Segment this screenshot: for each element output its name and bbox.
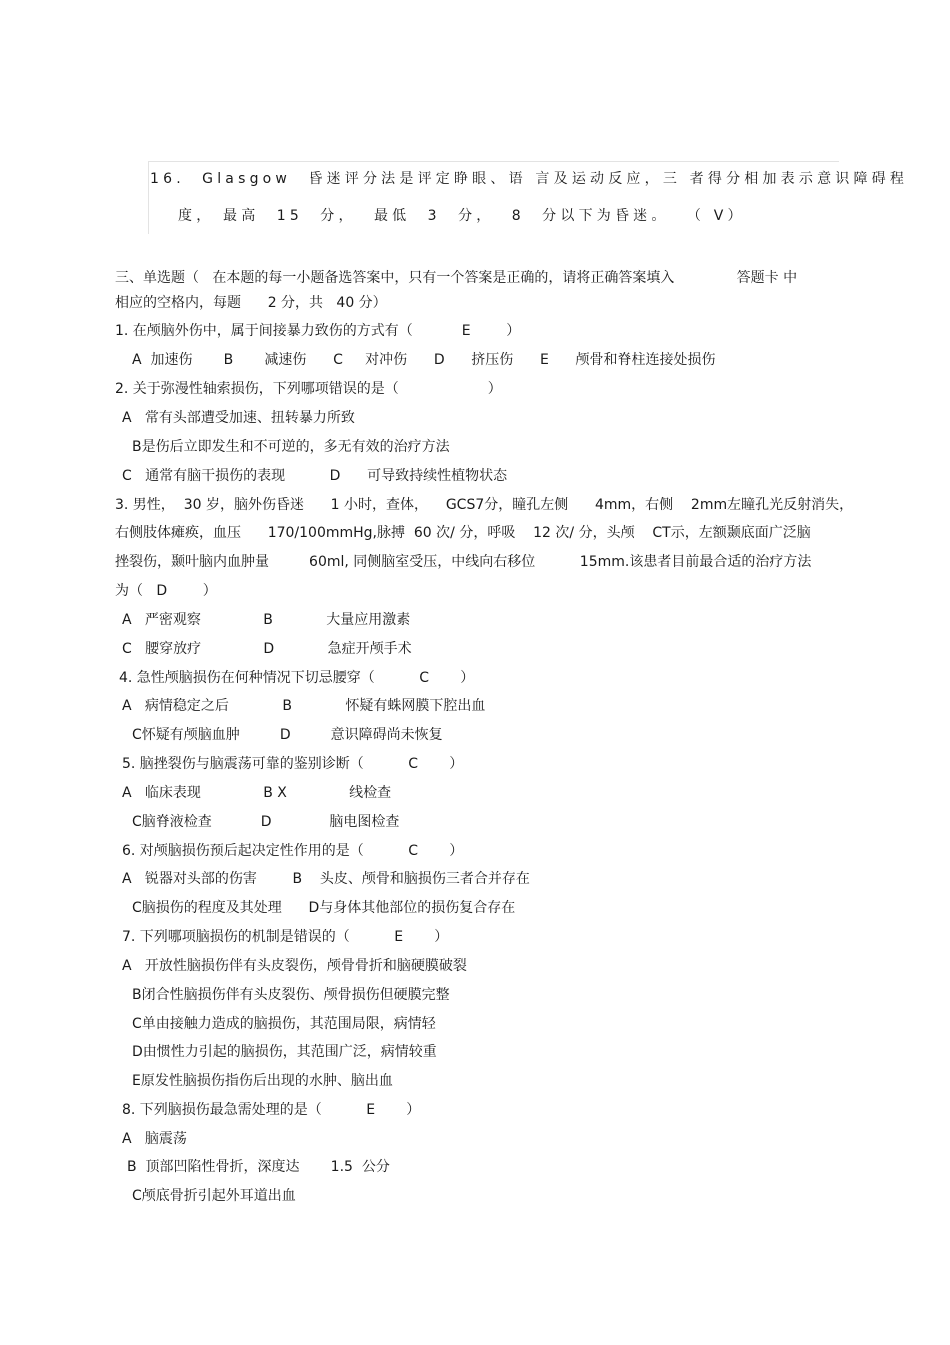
q16-line2: 度， 最高 15 分， 最低 3 分， 8 分以下为昏迷。 （ V） (178, 208, 746, 224)
q2-option-b: B是伤后立即发生和不可逆的，多无有效的治疗方法 (132, 439, 450, 455)
q16-line1: 16. Glasgow 昏迷评分法是评定睁眼、语 言及运动反应，三 者得分相加表示意识障碍程 (150, 171, 909, 187)
q1-options: A 加速伤 B 减速伤 C 对冲伤 D 挤压伤 E 颅骨和脊柱连接处损伤 (132, 352, 716, 368)
q5-option-ab: A 临床表现 B X 线检查 (122, 785, 392, 801)
q3-option-ab: A 严密观察 B 大量应用激素 (122, 612, 411, 628)
q1-stem: 1. 在颅脑外伤中，属于间接暴力致伤的方式有（ E ） (115, 323, 521, 339)
q3-line2: 右侧肢体瘫痪，血压 170/100mmHg,脉搏 60 次/ 分，呼吸 12 次/ 分，头颅 CT示，左额颞底面广泛脑 (115, 525, 811, 541)
q8-stem: 8. 下列脑损伤最急需处理的是（ E ） (122, 1102, 421, 1118)
q4-option-ab: A 病情稳定之后 B 怀疑有蛛网膜下腔出血 (122, 698, 486, 714)
q2-option-cd: C 通常有脑干损伤的表现 D 可导致持续性植物状态 (122, 468, 508, 484)
q4-stem: 4. 急性颅脑损伤在何种情况下切忌腰穿（ C ） (119, 670, 475, 686)
q6-option-cd: C脑损伤的程度及其处理 D与身体其他部位的损伤复合存在 (132, 900, 516, 916)
section3-heading-line1: 三、单选题（ 在本题的每一小题备选答案中，只有一个答案是正确的，请将正确答案填入 答题卡 中 (115, 270, 798, 286)
q7-option-a: A 开放性脑损伤伴有头皮裂伤，颅骨骨折和脑硬膜破裂 (122, 958, 467, 974)
q4-option-cd: C怀疑有颅脑血肿 D 意识障碍尚未恢复 (132, 727, 443, 743)
section3-heading-line2: 相应的空格内，每题 2 分，共 40 分） (115, 295, 387, 311)
q7-option-d: D由惯性力引起的脑损伤，其范围广泛，病情较重 (132, 1044, 437, 1060)
q3-line3: 挫裂伤，颞叶脑内血肿量 60ml, 同侧脑室受压，中线向右移位 15mm.该患者目前最合适的治疗方法 (115, 554, 812, 570)
q2-stem: 2. 关于弥漫性轴索损伤，下列哪项错误的是（ ） (115, 381, 502, 397)
q5-option-cd: C脑脊液检查 D 脑电图检查 (132, 814, 400, 830)
q2-option-a: A 常有头部遭受加速、扭转暴力所致 (122, 410, 355, 426)
q3-line4: 为（ D ） (115, 583, 217, 599)
q8-option-b: B 顶部凹陷性骨折，深度达 1.5 公分 (127, 1159, 390, 1175)
q6-option-ab: A 锐器对头部的伤害 B 头皮、颅骨和脑损伤三者合并存在 (122, 871, 530, 887)
q8-option-c: C颅底骨折引起外耳道出血 (132, 1188, 296, 1204)
q8-option-a: A 脑震荡 (122, 1131, 187, 1147)
q7-stem: 7. 下列哪项脑损伤的机制是错误的（ E ） (122, 929, 449, 945)
q6-stem: 6. 对颅脑损伤预后起决定性作用的是（ C ） (122, 843, 464, 859)
q3-option-cd: C 腰穿放疗 D 急症开颅手术 (122, 641, 412, 657)
q5-stem: 5. 脑挫裂伤与脑震荡可靠的鉴别诊断（ C ） (122, 756, 464, 772)
q3-line1: 3. 男性， 30 岁，脑外伤昏迷 1 小时，查体， GCS7分，瞳孔左侧 4mm，右侧 2mm左瞳孔光反射消失， (115, 497, 854, 513)
q7-option-b: B闭合性脑损伤伴有头皮裂伤、颅骨损伤但硬膜完整 (132, 987, 450, 1003)
q7-option-c: C单由接触力造成的脑损伤，其范围局限，病情轻 (132, 1016, 436, 1032)
q7-option-e: E原发性脑损伤指伤后出现的水肿、脑出血 (132, 1073, 393, 1089)
